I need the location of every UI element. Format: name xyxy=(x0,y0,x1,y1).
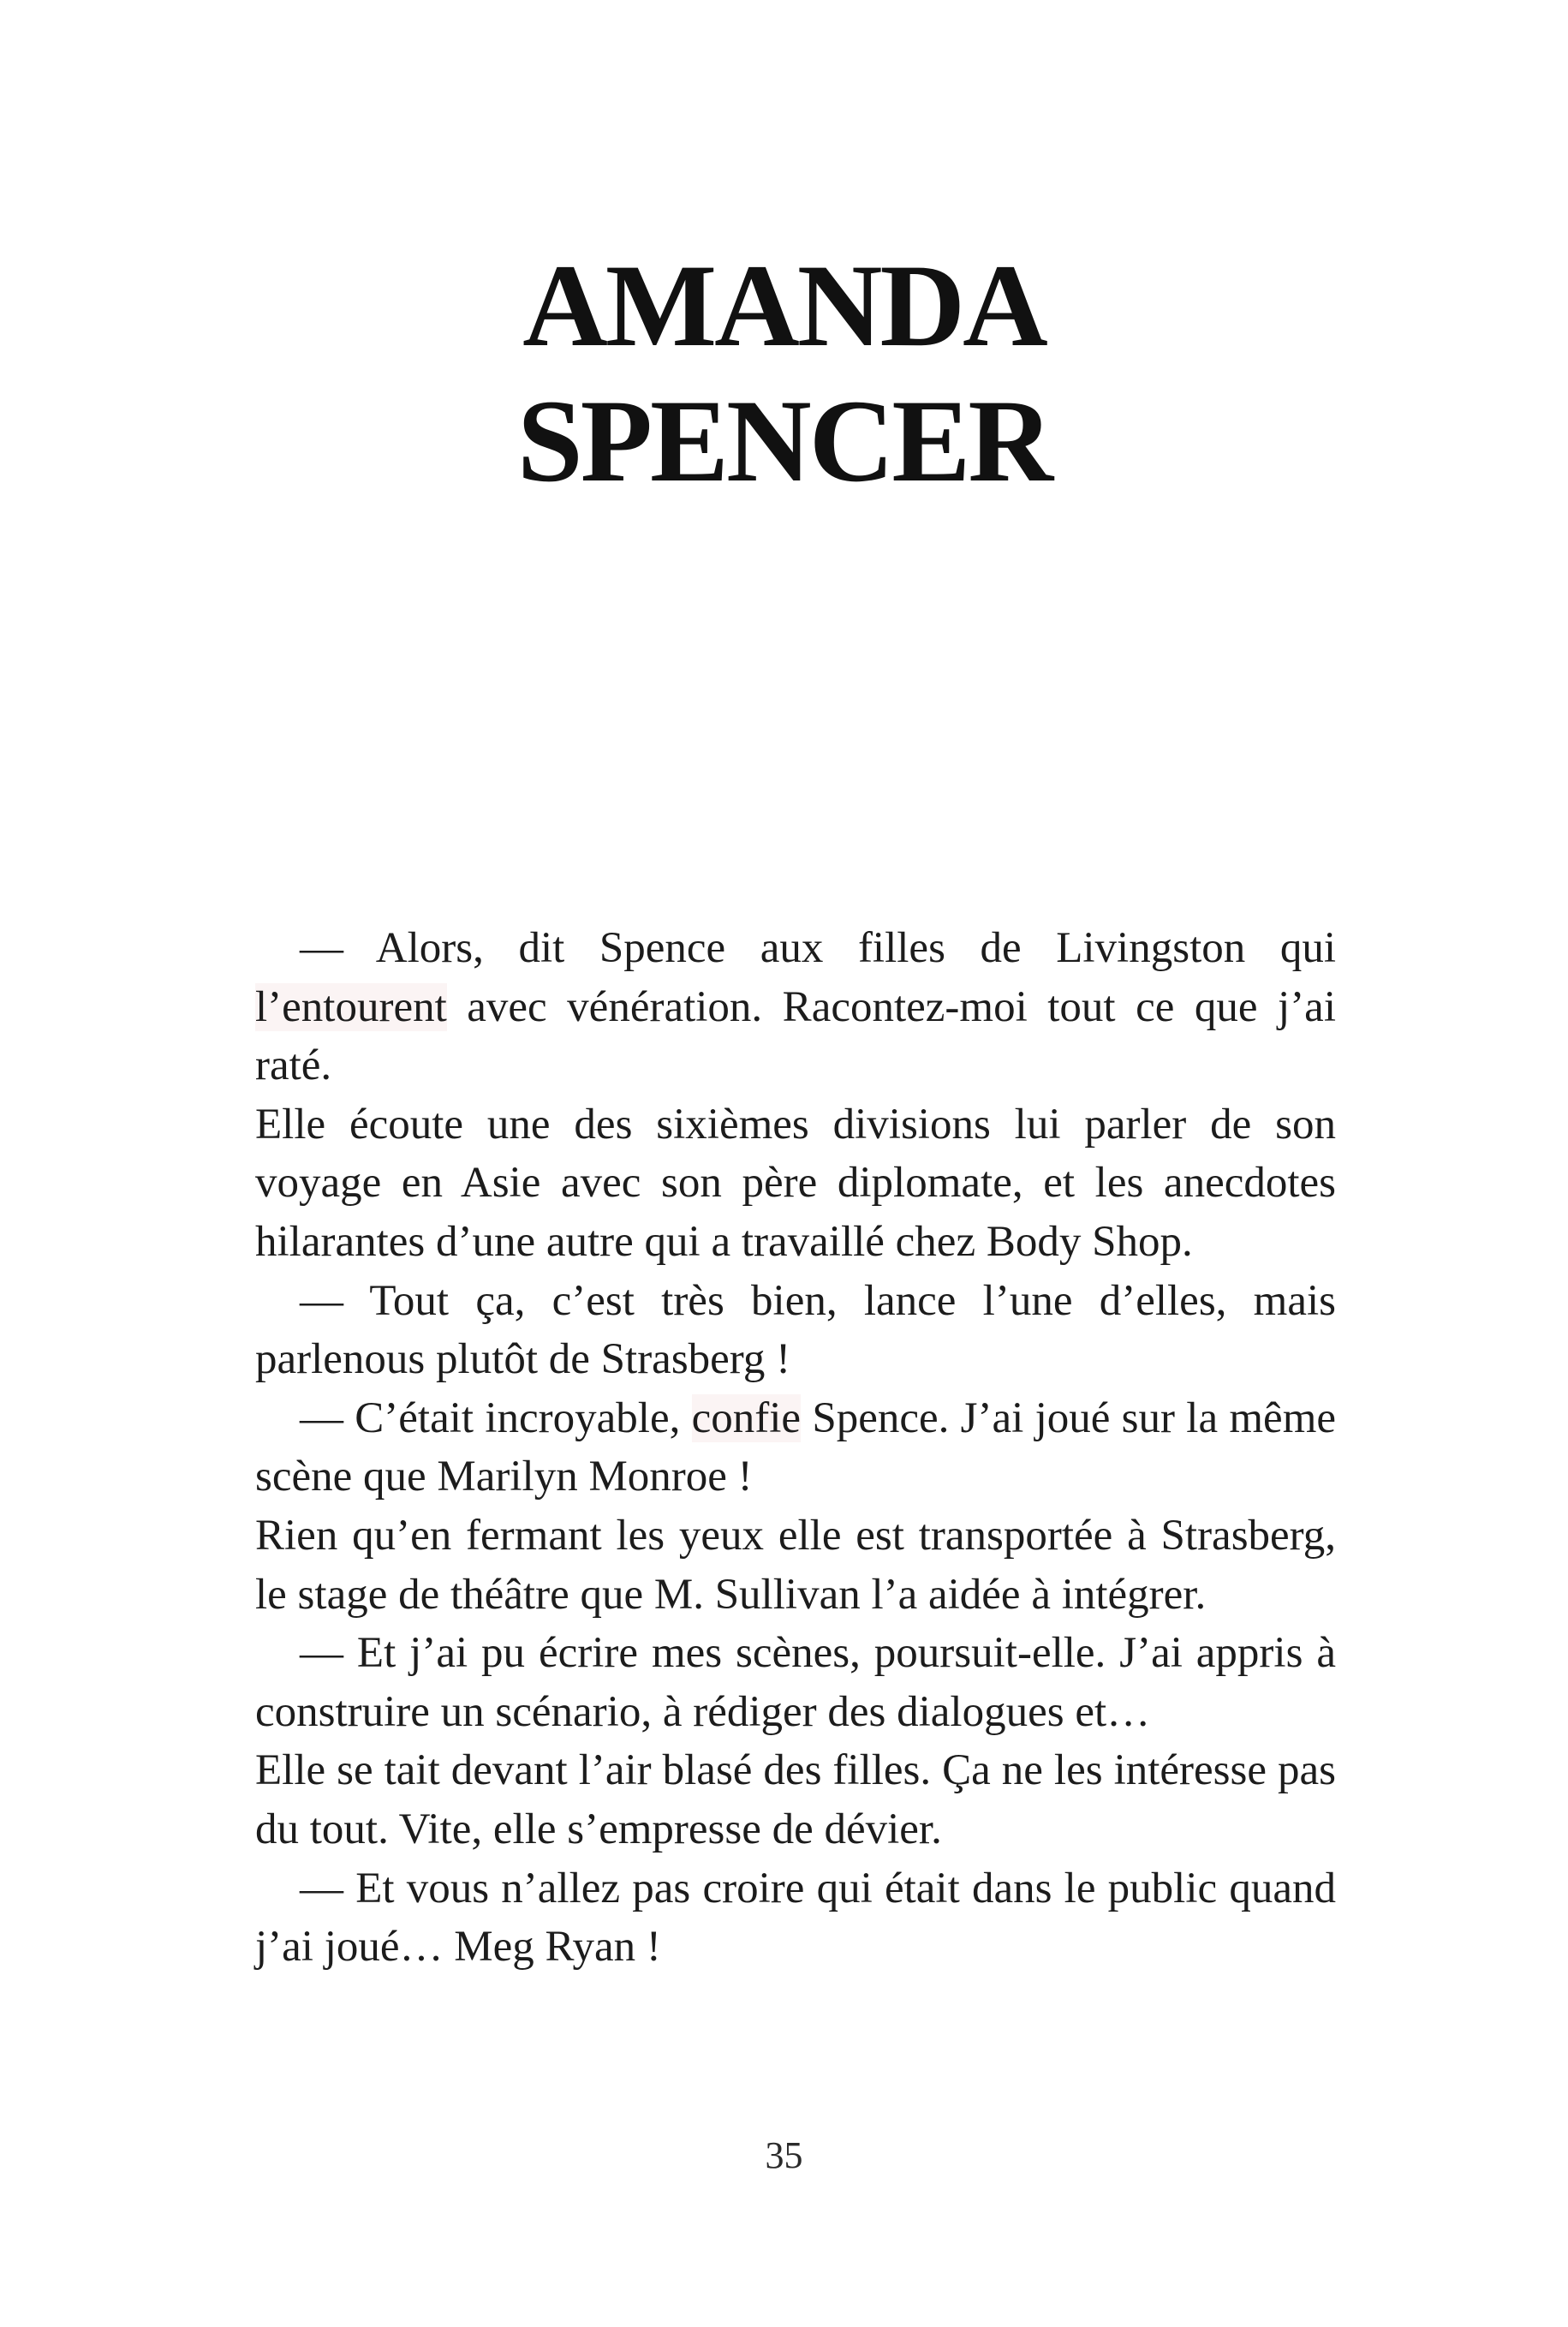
paragraph-4 xyxy=(255,1389,1336,1507)
chapter-title xyxy=(0,238,1568,509)
paragraph-6: — Et j’ai pu écrire mes scènes, poursuit-elle. J’ai appris à construire un scénario, à rédiger des dialogues et… xyxy=(255,1629,1336,1736)
chapter-title-line-2: SPENCER xyxy=(516,375,1052,506)
paragraph-5: Rien qu’en fermant les yeux elle est transportée à Strasberg, le stage de théâtre que M. Sullivan l’a aidée à intégrer. xyxy=(255,1511,1336,1619)
chapter-title-line-1: AMANDA xyxy=(522,240,1046,371)
paragraph-7: Elle se tait devant l’air blasé des filles. Ça ne les intéresse pas du tout. Vite, elle s’empresse de dévier. xyxy=(255,1746,1336,1853)
paragraph-4-text-end: Spence. J’ai joué sur la même scène que Marilyn Monroe ! xyxy=(255,1393,1336,1501)
paragraph-8: — Et vous n’allez pas croire qui était dans le public quand j’ai joué… Meg Ryan ! xyxy=(255,1864,1336,1972)
paragraph-1-text: — Alors, dit Spence aux filles de Livingston qui xyxy=(300,924,1336,972)
paragraph-1 xyxy=(255,919,1336,1095)
paragraph-1-text-end: avec vénération. Racontez-moi tout ce que j’ai raté. xyxy=(255,982,1336,1090)
highlighted-word-lentourent: l’entourent xyxy=(255,982,447,1031)
page-number: 35 xyxy=(765,2134,803,2176)
highlighted-word-confie: confie xyxy=(691,1393,802,1442)
paragraph-4-text: — C’était incroyable, xyxy=(300,1393,692,1442)
paragraph-3: — Tout ça, c’est très bien, lance l’une d’elles, mais parlenous plutôt de Strasberg ! xyxy=(255,1276,1336,1384)
chapter-body xyxy=(255,919,1336,1977)
paragraph-2: Elle écoute une des sixièmes divisions lui parler de son voyage en Asie avec son père diplomate, et les anecdotes hilarantes d’une autre qui a travaillé chez Body Shop. xyxy=(255,1100,1336,1266)
